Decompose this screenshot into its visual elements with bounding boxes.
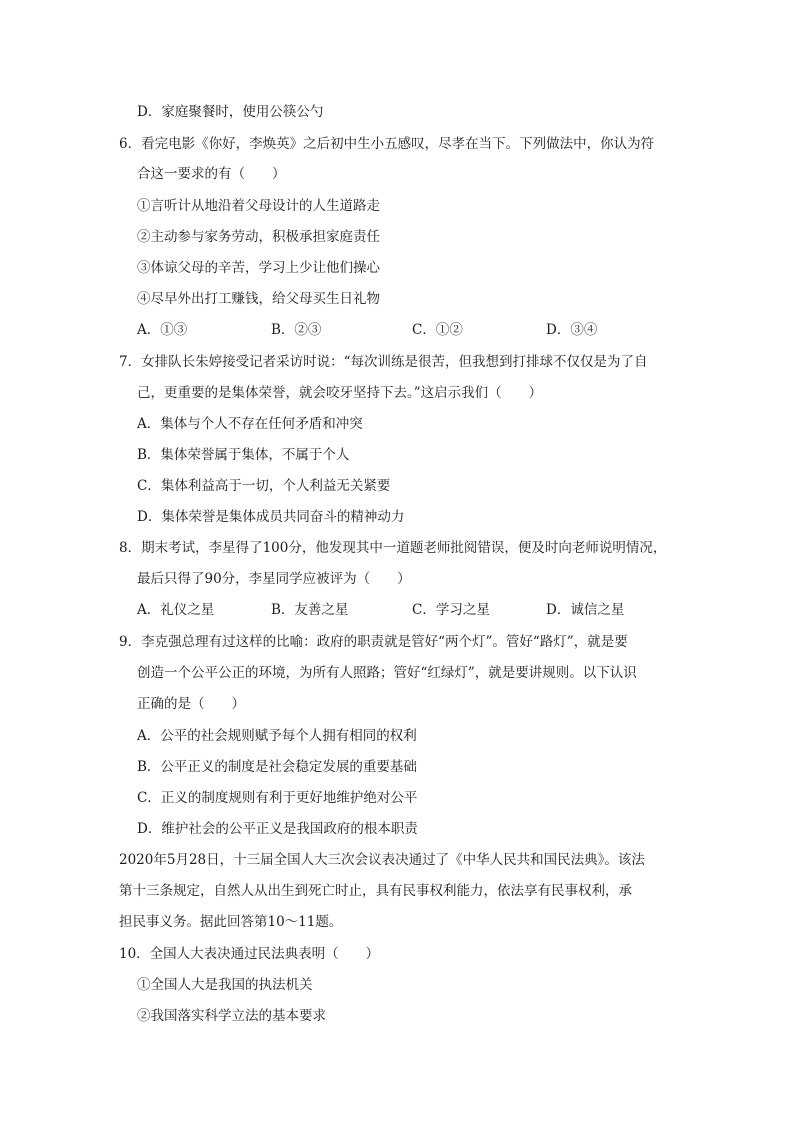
- q8-stem-line2: 最后只得了90分，李星同学应被评为（ ）: [137, 571, 411, 587]
- q8-option-d: D．诚信之星: [546, 602, 625, 618]
- q9-stem-line3: 正确的是（ ）: [137, 696, 245, 712]
- q8-option-c: C．学习之星: [412, 602, 490, 618]
- q10-statement-1: ①全国人大是我国的执法机关: [137, 977, 313, 993]
- q7-option-c: C．集体利益高于一切，个人利益无关紧要: [137, 478, 391, 494]
- q7-stem-line1: 7．女排队长朱婷接受记者采访时说：“每次训练是很苦，但我想到打排球不仅仅是为了自: [119, 354, 648, 370]
- q8-stem-line1: 8．期末考试，李星得了100分，他发现其中一道题老师批阅错误，便及时向老师说明情况，: [119, 540, 667, 556]
- q7-stem-line2: 己，更重要的是集体荣誉，就会咬牙坚持下去。”这启示我们（ ）: [137, 385, 543, 401]
- q9-option-d: D．维护社会的公平正义是我国政府的根本职责: [137, 821, 418, 837]
- q9-stem-line1: 9．李克强总理有过这样的比喻：政府的职责就是管好“两个灯”。管好“路灯”，就是要: [119, 634, 628, 650]
- q6-statement-4: ④尽早外出打工赚钱，给父母买生日礼物: [137, 291, 380, 307]
- q7-option-a: A．集体与个人不存在任何矛盾和冲突: [137, 416, 363, 432]
- q8-option-a: A．礼仪之星: [137, 602, 215, 618]
- q6-option-d: D．③④: [546, 322, 598, 338]
- q9-option-c: C．正义的制度规则有利于更好地维护绝对公平: [137, 790, 418, 806]
- q10-stem-line1: 10．全国人大表决通过民法典表明（ ）: [119, 946, 380, 962]
- q6-stem-line1: 6．看完电影《你好，李焕英》之后初中生小五感叹，尽孝在当下。下列做法中，你认为符: [119, 136, 655, 152]
- q8-option-b: B．友善之星: [271, 602, 349, 618]
- q9-option-a: A．公平的社会规则赋予每个人拥有相同的权利: [137, 728, 417, 744]
- material-line3: 担民事义务。据此回答第10～11题。: [119, 914, 343, 930]
- q9-stem-line2: 创造一个公平公正的环境，为所有人照路；管好“红绿灯”，就是要讲规则。以下认识: [137, 665, 637, 681]
- q6-stem-line2: 合这一要求的有（ ）: [137, 166, 286, 182]
- q6-option-a: A．①③: [137, 322, 188, 338]
- q6-statement-3: ③体谅父母的辛苦，学习上少让他们操心: [137, 260, 380, 276]
- q7-option-b: B．集体荣誉属于集体，不属于个人: [137, 447, 350, 463]
- q6-statement-1: ①言听计从地沿着父母设计的人生道路走: [137, 198, 380, 214]
- material-line1: 2020年5月28日，十三届全国人大三次会议表决通过了《中华人民共和国民法典》。该法: [119, 852, 645, 868]
- q6-option-c: C．①②: [412, 322, 463, 338]
- q10-statement-2: ②我国落实科学立法的基本要求: [137, 1008, 326, 1024]
- q9-option-b: B．公平正义的制度是社会稳定发展的重要基础: [137, 759, 417, 775]
- q5-option-d: D．家庭聚餐时，使用公筷公勺: [137, 104, 324, 120]
- q6-option-b: B．②③: [271, 322, 322, 338]
- q7-option-d: D．集体荣誉是集体成员共同奋斗的精神动力: [137, 509, 405, 525]
- material-line2: 第十三条规定，自然人从出生到死亡时止，具有民事权利能力，依法享有民事权利，承: [119, 883, 632, 899]
- q6-statement-2: ②主动参与家务劳动，积极承担家庭责任: [137, 229, 380, 245]
